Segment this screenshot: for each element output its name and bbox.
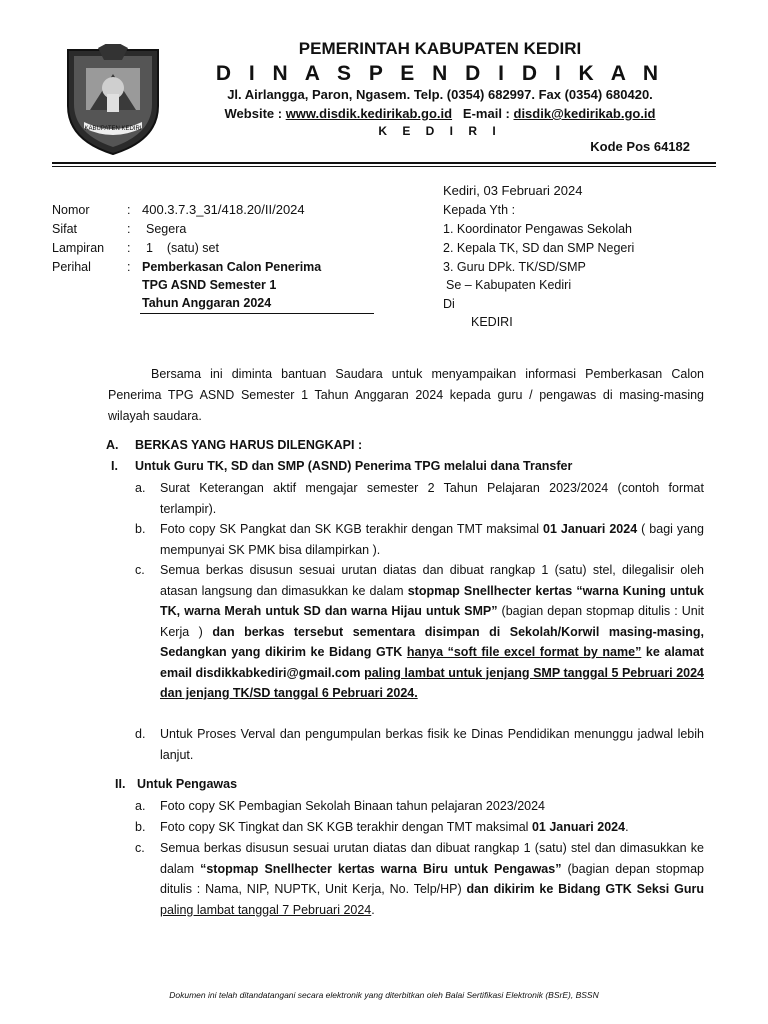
kediri-emblem-icon	[64, 44, 162, 156]
section-a-number: A.	[106, 438, 119, 452]
sub-i-title: Untuk Guru TK, SD dan SMP (ASND) Penerima TPG melalui dana Transfer	[135, 459, 573, 473]
place-date: Kediri, 03 Februari 2024	[443, 183, 583, 198]
recipient-1: 1. Koordinator Pengawas Sekolah	[443, 222, 633, 236]
di-city: KEDIRI	[471, 315, 513, 329]
postal-code: Kode Pos 64182	[590, 139, 690, 154]
item-marker: a.	[135, 481, 146, 495]
field-value-nomor: 400.3.7.3_31/418.20/II/2024	[142, 202, 305, 217]
city-name: K E D I R I	[378, 124, 502, 138]
field-value-perihal: Pemberkasan Calon Penerima	[142, 260, 322, 274]
list-item-ii-b: b. Foto copy SK Tingkat dan SK KGB terakhir dengan TMT maksimal 01 Januari 2024.	[160, 817, 704, 838]
item-marker: b.	[135, 820, 146, 834]
sub-i-number: I.	[111, 459, 118, 473]
government-name: PEMERINTAH KABUPATEN KEDIRI	[298, 39, 582, 58]
item-marker: b.	[135, 522, 146, 536]
field-value-sifat: Segera	[146, 222, 187, 236]
field-colon: :	[127, 222, 131, 236]
e-signature-footer: Dokumen ini telah ditandatangani secara elektronik yang diterbitkan oleh Balai Sertifikasi Elektronik (BSrE), BSSN	[169, 990, 599, 1000]
item-marker: c.	[135, 841, 145, 855]
header-divider-thin	[52, 166, 716, 167]
field-colon: :	[127, 241, 131, 255]
website-label: Website :	[224, 106, 286, 121]
perihal-underline	[140, 313, 374, 314]
list-item-i-c: c. Semua berkas disusun sesuai urutan diatas dan dibuat rangkap 1 (satu) stel, dilegalisir oleh atasan langsung dan dimasukkan ke dalam stopmap Snellhecter kertas “warna Kuning untuk TK, warna Merah untuk SD dan warna Hijau untuk SMP” (bagian depan stopmap ditulis : Unit Kerja ) dan berkas tersebut sementara disimpan di Sekolah/Korwil masing-masing, Sedangkan yang dikirim ke Bidang GTK hanya “soft file excel format by name” ke alamat email disdikkabkediri@gmail.com paling lambat untuk jenjang SMP tanggal 5 Pebruari 2024 dan jenjang TK/SD tanggal 6 Pebruari 2024.	[160, 560, 704, 704]
list-item-i-b: b. Foto copy SK Pangkat dan SK KGB terakhir dengan TMT maksimal 01 Januari 2024 ( bagi yang mempunyai SK PMK bisa dilampirkan ).	[160, 519, 704, 560]
item-marker: c.	[135, 563, 145, 577]
field-colon: :	[127, 260, 131, 274]
agency-name: D I N A S P E N D I D I K A N	[215, 62, 665, 85]
to-label: Kepada Yth :	[443, 203, 516, 217]
email-link[interactable]: disdik@kedirikab.go.id	[513, 106, 656, 121]
field-value-lampiran: 1 (satu) set	[146, 241, 219, 255]
field-label-lampiran: Lampiran	[52, 241, 105, 255]
agency-address: Jl. Airlangga, Paron, Ngasem. Telp. (0354) 682997. Fax (0354) 680420.	[227, 87, 653, 102]
contact-line	[170, 106, 710, 121]
list-item-ii-c: c. Semua berkas disusun sesuai urutan diatas dan dibuat rangkap 1 (satu) stel dan dimasukkan ke dalam “stopmap Snellhecter kertas warna Biru untuk Pengawas” (bagian depan stopmap ditulis : Nama, NIP, NUPTK, Unit Kerja, No. Telp/HP) dan dikirim ke Bidang GTK Seksi Guru paling lambat tanggal 7 Pebruari 2024.	[160, 838, 704, 920]
list-item-i-d: d. Untuk Proses Verval dan pengumpulan berkas fisik ke Dinas Pendidikan menunggu jadwal lebih lanjut.	[160, 724, 704, 765]
list-item-ii-a: a. Foto copy SK Pembagian Sekolah Binaan tahun pelajaran 2023/2024	[160, 796, 704, 817]
field-colon: :	[127, 203, 131, 217]
field-label-sifat: Sifat	[52, 222, 78, 236]
recipient-area: Se – Kabupaten Kediri	[446, 278, 572, 292]
email-label: E-mail :	[462, 106, 514, 121]
recipient-2: 2. Kepala TK, SD dan SMP Negeri	[443, 241, 635, 255]
sub-ii-title: Untuk Pengawas	[137, 777, 238, 791]
list-item-i-a: a. Surat Keterangan aktif mengajar semester 2 Tahun Pelajaran 2023/2024 (contoh format terlampir).	[160, 478, 704, 519]
di-label: Di	[443, 297, 455, 311]
recipient-3: 3. Guru DPk. TK/SD/SMP	[443, 260, 586, 274]
field-label-perihal: Perihal	[52, 260, 91, 274]
website-link[interactable]: www.disdik.kedirikab.go.id	[285, 106, 453, 121]
header-divider	[52, 162, 716, 164]
section-a-title: BERKAS YANG HARUS DILENGKAPI :	[135, 438, 363, 452]
perihal-line-3: Tahun Anggaran 2024	[142, 296, 272, 310]
intro-paragraph: Bersama ini diminta bantuan Saudara untuk menyampaikan informasi Pemberkasan Calon Penerima TPG ASND Semester 1 Tahun Anggaran 2024 kepada guru / pengawas di masing-masing wilayah saudara.	[108, 367, 704, 423]
item-marker: a.	[135, 799, 146, 813]
svg-text:KABUPATEN KEDIRI: KABUPATEN KEDIRI	[84, 126, 142, 132]
sub-ii-number: II.	[115, 777, 126, 791]
item-marker: d.	[135, 727, 146, 741]
field-label-nomor: Nomor	[52, 203, 90, 217]
perihal-line-2: TPG ASND Semester 1	[142, 278, 277, 292]
